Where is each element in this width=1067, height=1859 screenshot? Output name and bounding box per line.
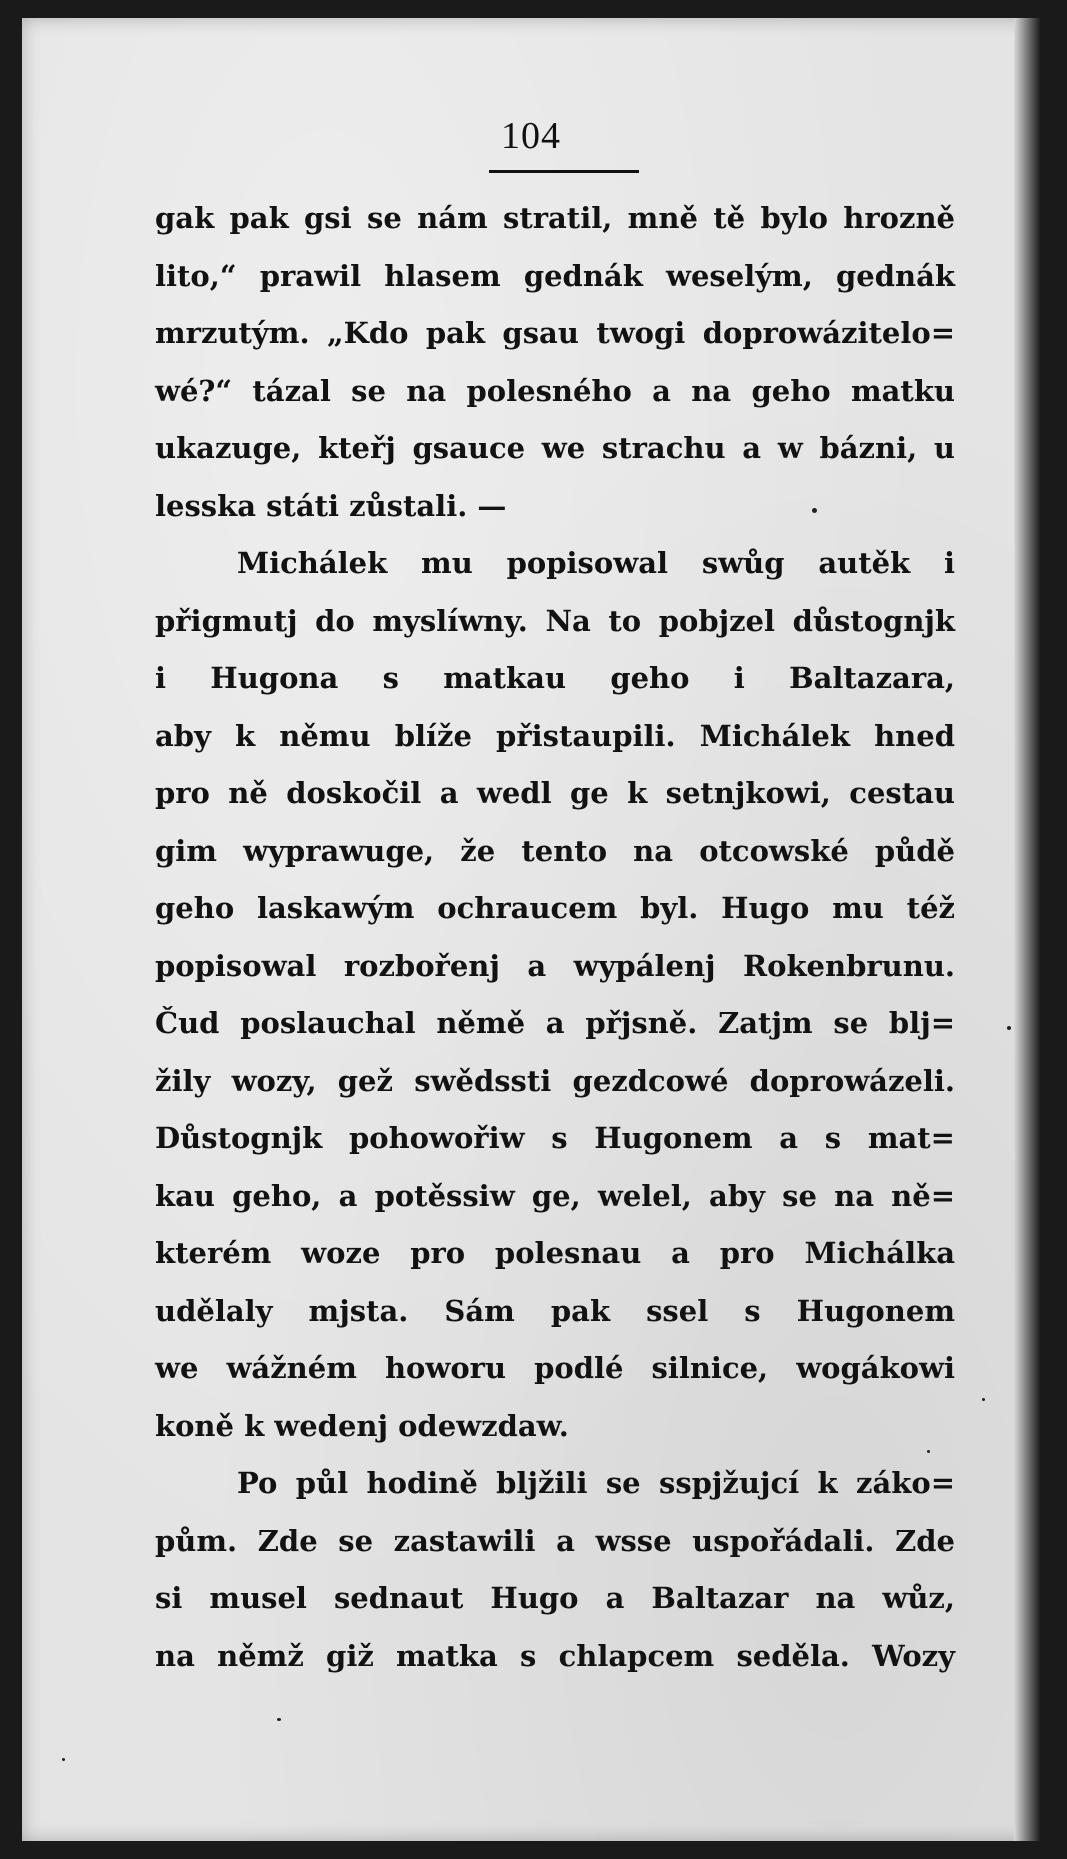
text-line: si musel sednaut Hugo a Baltazar na wůz, [155,1581,955,1615]
text-line: kau geho, a potěssiw ge, welel, aby se na ně= [155,1178,955,1213]
page-edge-shadow [1014,18,1040,1841]
text-line: žily wozy, gež swědssti gezdcowé doprowázeli. [155,1063,955,1098]
text-line: lito,“ prawil hlasem gednák weselým, gednák [155,258,955,293]
book-page [22,18,1040,1841]
ink-speck [277,1718,281,1721]
ink-speck [982,1398,985,1401]
text-line: geho laskawým ochraucem byl. Hugo mu též [155,891,955,925]
text-line: přigmutj do myslíwny. Na to pobjzel důstognjk [155,603,955,638]
text-line: Michálek mu popisowal swůg autěk i [237,546,955,580]
header-rule [489,170,639,173]
text-line: aby k němu blíže přistaupili. Michálek hned [155,718,955,753]
text-line: udělaly mjsta. Sám pak ssel s Hugonem [155,1293,955,1328]
text-line: pům. Zde se zastawili a wsse uspořádali. Zde [155,1523,955,1558]
text-line: we wážném howoru podlé silnice, wogákowi [155,1351,955,1385]
text-line: mrzutým. „Kdo pak gsau twogi doprowázitelo= [155,316,955,350]
text-line: koně k wedenj odewzdaw. [155,1408,569,1443]
text-line: Čud poslauchal němě a přjsně. Zatjm se blj= [155,1006,955,1040]
text-line: lesska státi zůstali. — [155,488,507,523]
text-line: wé?“ tázal se na polesného a na geho matku [155,373,955,408]
text-line: kterém woze pro polesnau a pro Michálka [155,1236,955,1270]
text-line: na němž giž matka s chlapcem seděla. Wozy [155,1638,955,1673]
text-line: Důstognjk pohowořiw s Hugonem a s mat= [155,1121,955,1155]
ink-speck [927,1450,930,1453]
text-line: ukazuge, kteřj gsauce we strachu a w bázni, u [155,431,955,465]
body-text [155,190,955,1685]
ink-speck [62,1758,65,1761]
text-line: i Hugona s matkau geho i Baltazara, [155,661,955,695]
text-line: Po půl hodině bljžili se sspjžujcí k záko= [237,1466,955,1500]
text-line: gak pak gsi se nám stratil, mně tě bylo hrozně [155,201,955,235]
page-number: 104 [501,115,561,157]
text-line: gim wyprawuge, že tento na otcowské půdě [155,833,955,868]
ink-speck [812,508,817,513]
text-line: pro ně doskočil a wedl ge k setnjkowi, cestau [155,776,955,810]
text-line: popisowal rozbořenj a wypálenj Rokenbrunu. [155,948,955,983]
ink-speck [1007,1026,1011,1030]
